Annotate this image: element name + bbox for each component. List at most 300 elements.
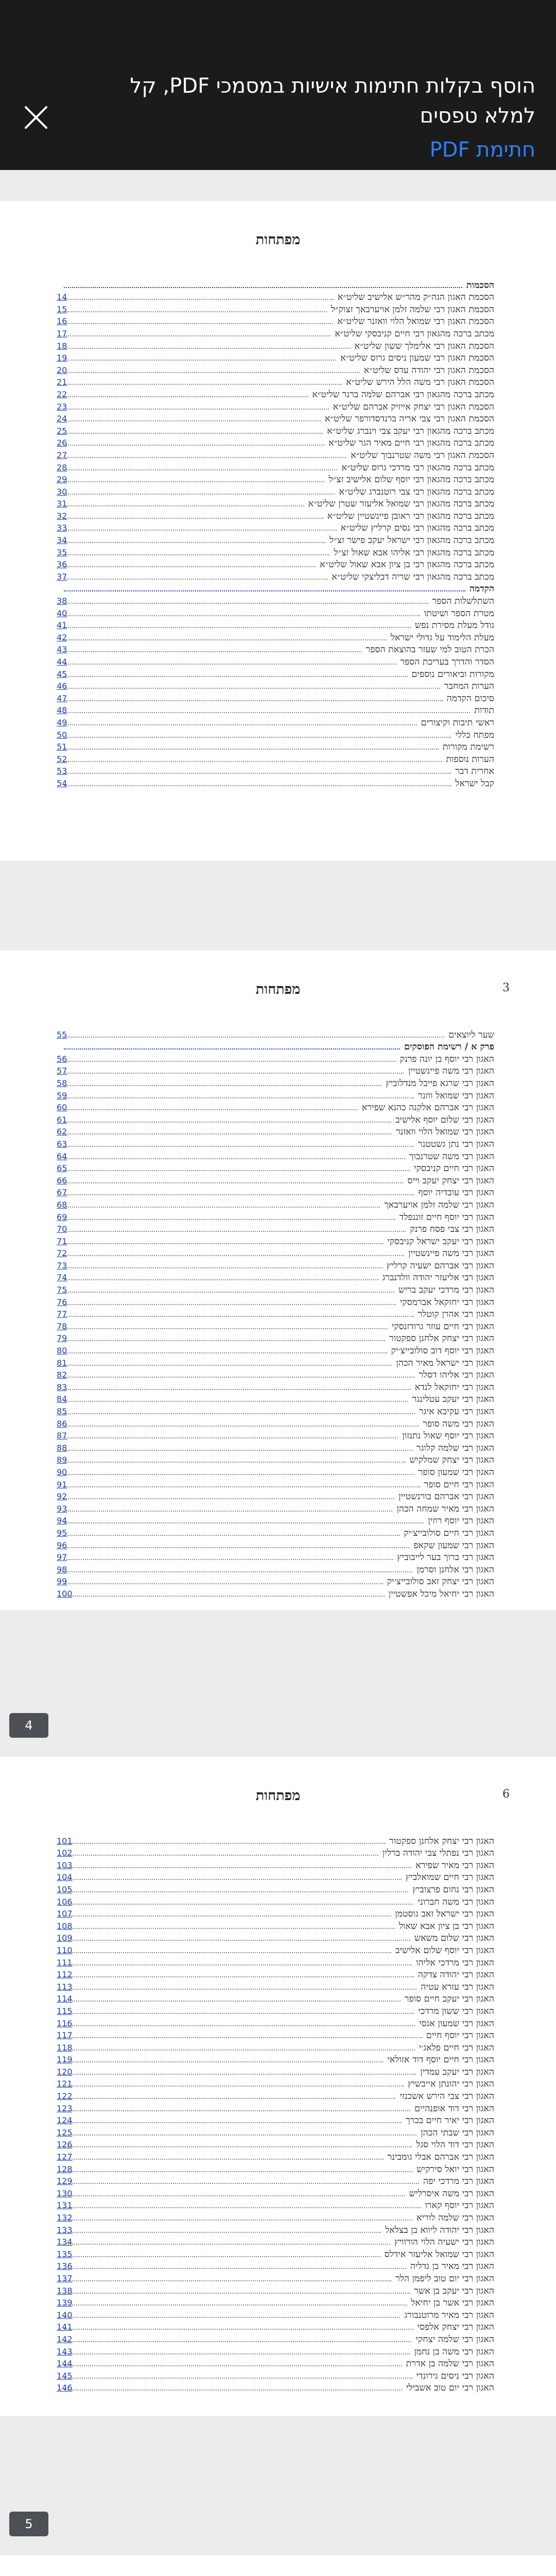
toc-entry[interactable]	[57, 2150, 494, 2163]
toc-page-link[interactable]: 45	[57, 669, 67, 679]
toc-page-link[interactable]: 131	[57, 2200, 73, 2211]
toc-leader-dots	[64, 1097, 414, 1098]
toc-page-link[interactable]: 31	[57, 499, 67, 509]
toc-leader-dots	[64, 1182, 403, 1183]
toc-section-heading[interactable]	[62, 278, 494, 291]
toc-entry[interactable]	[57, 606, 494, 619]
toc-page-link[interactable]: 30	[57, 486, 67, 497]
toc-page-link[interactable]: 90	[57, 1467, 67, 1477]
toc-page-link[interactable]: 60	[57, 1103, 67, 1113]
toc-entry[interactable]	[57, 1907, 494, 1920]
toc-entry[interactable]	[57, 1956, 494, 1968]
toc-page-link[interactable]: 130	[57, 2188, 73, 2198]
toc-page-link[interactable]: 81	[57, 1358, 67, 1368]
toc-page-link[interactable]: 66	[57, 1175, 67, 1185]
toc-entry[interactable]	[57, 1319, 494, 1332]
toc-entry-title: הקדמה	[469, 584, 494, 595]
toc-page-link[interactable]: 48	[57, 705, 67, 716]
toc-entry[interactable]	[57, 2332, 494, 2345]
toc-entry[interactable]	[57, 2247, 494, 2260]
toc-entry[interactable]	[57, 2235, 494, 2248]
toc-page-link[interactable]: 70	[57, 1224, 67, 1234]
toc-page-link[interactable]: 132	[57, 2213, 73, 2223]
toc-page-link[interactable]: 23	[57, 401, 67, 412]
toc-entry[interactable]	[57, 2211, 494, 2223]
toc-page-link[interactable]: 41	[57, 620, 67, 631]
toc-page-link[interactable]: 103	[57, 1860, 73, 1870]
toc-entry[interactable]	[57, 1895, 494, 1907]
toc-entry[interactable]	[57, 1101, 494, 1113]
toc-page-link[interactable]: 97	[57, 1552, 67, 1563]
toc-entry-title: האגון רבי אברהם ישעיה קרליץ	[386, 1260, 494, 1271]
toc-entry[interactable]	[57, 376, 494, 388]
toc-page-link[interactable]: 86	[57, 1418, 67, 1429]
toc-page-link[interactable]: 73	[57, 1260, 67, 1270]
toc-entry-title: האגון רבי שמעון אגסי	[419, 2018, 494, 2029]
toc-leader-dots	[64, 311, 327, 312]
toc-page-link[interactable]: 120	[57, 2066, 73, 2077]
toc-entry[interactable]	[57, 302, 494, 315]
toc-entry[interactable]	[57, 1356, 494, 1368]
toc-page-link[interactable]: 89	[57, 1455, 67, 1465]
toc-entry[interactable]	[57, 412, 494, 425]
toc-entry[interactable]	[57, 2345, 494, 2357]
toc-entry[interactable]	[57, 765, 494, 777]
toc-entry[interactable]	[57, 2308, 494, 2320]
toc-page-link[interactable]: 49	[57, 717, 67, 727]
toc-page-link[interactable]: 57	[57, 1066, 67, 1076]
toc-page-link[interactable]: 94	[57, 1516, 67, 1526]
toc-page-link[interactable]: 113	[57, 1981, 73, 1992]
toc-entry[interactable]	[57, 1308, 494, 1320]
toc-page-link[interactable]: 14	[57, 292, 67, 302]
toc-page-link[interactable]: 61	[57, 1114, 67, 1125]
toc-leader-dots	[64, 566, 316, 567]
toc-entry[interactable]	[57, 1393, 494, 1405]
toc-entry[interactable]	[57, 1478, 494, 1490]
toc-page-link[interactable]: 35	[57, 547, 67, 557]
toc-page-link[interactable]: 108	[57, 1921, 73, 1931]
toc-entry[interactable]	[57, 1858, 494, 1871]
toc-page-link[interactable]: 28	[57, 462, 67, 472]
toc-page-link[interactable]: 141	[57, 2322, 73, 2332]
toc-leader-dots	[64, 1036, 444, 1038]
toc-entry[interactable]	[57, 473, 494, 485]
toc-entry[interactable]	[57, 1149, 494, 1162]
toc-section-heading[interactable]	[62, 582, 494, 595]
toc-entry[interactable]	[57, 1587, 494, 1599]
toc-page-link[interactable]: 144	[57, 2359, 73, 2369]
toc-entry-title: האגון רבי בן ציון אבא שאול	[398, 1921, 494, 1931]
toc-entry[interactable]	[57, 2369, 494, 2381]
toc-entry[interactable]	[57, 424, 494, 436]
toc-page-link[interactable]: 80	[57, 1346, 67, 1356]
toc-entry[interactable]	[57, 1186, 494, 1198]
pdf-signature-link[interactable]: חתימת PDF	[429, 138, 535, 162]
toc-leader-dots	[64, 1867, 411, 1868]
toc-page-link[interactable]: 75	[57, 1285, 67, 1295]
toc-leader-dots	[64, 2049, 415, 2050]
toc-entry-title: האגון רבי שמעון סופר	[418, 1467, 494, 1478]
toc-page-link[interactable]: 56	[57, 1054, 67, 1064]
toc-entry[interactable]	[57, 680, 494, 692]
toc-entry[interactable]	[57, 1234, 494, 1247]
toc-page-link[interactable]: 34	[57, 535, 67, 546]
toc-page-link[interactable]: 26	[57, 438, 67, 448]
toc-entry[interactable]	[57, 363, 494, 376]
toc-entry[interactable]	[57, 387, 494, 400]
toc-page-link[interactable]: 133	[57, 2225, 73, 2235]
toc-entry[interactable]	[57, 485, 494, 497]
toc-page-link[interactable]: 92	[57, 1492, 67, 1502]
toc-entry[interactable]	[57, 1429, 494, 1442]
toc-leader-dots	[64, 2280, 391, 2281]
toc-entry[interactable]	[57, 2357, 494, 2369]
toc-page-link[interactable]: 50	[57, 730, 67, 740]
toc-entry[interactable]	[57, 1404, 494, 1417]
toc-page-link[interactable]: 140	[57, 2310, 73, 2320]
toc-entry-title: האגון רבי חיים פלאג׳י	[419, 2042, 494, 2053]
toc-page-link[interactable]: 18	[57, 341, 67, 351]
toc-entry[interactable]	[57, 2187, 494, 2199]
toc-entry[interactable]	[57, 752, 494, 765]
toc-page-link[interactable]: 52	[57, 754, 67, 764]
toc-entry[interactable]	[57, 2089, 494, 2102]
toc-entry[interactable]	[57, 2004, 494, 2016]
toc-page-link[interactable]: 76	[57, 1297, 67, 1307]
toc-entry[interactable]	[57, 1162, 494, 1174]
toc-entry[interactable]	[57, 1125, 494, 1138]
toc-page-link[interactable]: 99	[57, 1577, 67, 1587]
toc-entry[interactable]	[57, 1441, 494, 1453]
toc-entry[interactable]	[57, 2284, 494, 2296]
toc-entry[interactable]	[57, 1283, 494, 1296]
toc-page-link[interactable]: 119	[57, 2055, 73, 2065]
toc-page-link[interactable]: 143	[57, 2346, 73, 2357]
toc-page-link[interactable]: 42	[57, 632, 67, 642]
toc-entry[interactable]	[57, 2320, 494, 2333]
toc-entry[interactable]	[57, 1931, 494, 1944]
toc-page-link[interactable]: 59	[57, 1090, 67, 1100]
toc-page-link[interactable]: 27	[57, 450, 67, 460]
toc-leader-dots	[64, 687, 440, 689]
toc-entry[interactable]	[57, 436, 494, 449]
toc-entry[interactable]	[57, 1344, 494, 1357]
toc-entry[interactable]	[57, 1575, 494, 1587]
toc-entry[interactable]	[57, 1453, 494, 1466]
toc-entry[interactable]	[57, 461, 494, 473]
toc-entry[interactable]	[57, 2016, 494, 2029]
toc-entry[interactable]	[57, 2381, 494, 2394]
toc-entry[interactable]	[57, 1514, 494, 1527]
toc-entry[interactable]	[57, 655, 494, 667]
toc-entry[interactable]	[57, 1417, 494, 1429]
toc-page-link[interactable]: 109	[57, 1933, 73, 1943]
toc-page-link[interactable]: 111	[57, 1957, 73, 1968]
toc-entry[interactable]	[57, 2199, 494, 2211]
toc-entry[interactable]	[57, 546, 494, 558]
toc-entry[interactable]	[57, 2065, 494, 2077]
toc-entry[interactable]	[57, 2029, 494, 2041]
toc-page-link[interactable]: 24	[57, 414, 67, 424]
toc-entry[interactable]	[57, 339, 494, 351]
toc-page-link[interactable]: 116	[57, 2018, 73, 2028]
toc-entry[interactable]	[57, 327, 494, 339]
toc-page-link[interactable]: 29	[57, 474, 67, 485]
toc-page-link[interactable]: 104	[57, 1872, 73, 1883]
toc-leader-dots	[64, 1915, 391, 1917]
toc-entry[interactable]	[57, 1076, 494, 1089]
toc-entry-title: השתלשלות הספר	[432, 596, 494, 607]
toc-entry[interactable]	[57, 1943, 494, 1956]
toc-entry[interactable]	[57, 1137, 494, 1149]
toc-entry[interactable]	[57, 2223, 494, 2235]
toc-entry[interactable]	[57, 1368, 494, 1381]
toc-page-link[interactable]: 88	[57, 1443, 67, 1453]
toc-page-link[interactable]: 51	[57, 742, 67, 752]
toc-page-link[interactable]: 17	[57, 328, 67, 338]
toc-entry[interactable]	[57, 1846, 494, 1859]
toc-page-link[interactable]: 126	[57, 2140, 73, 2150]
toc-page-link[interactable]: 83	[57, 1382, 67, 1392]
close-icon[interactable]	[22, 103, 50, 132]
toc-entry[interactable]	[57, 2126, 494, 2138]
toc-entry[interactable]	[57, 1332, 494, 1344]
toc-entry[interactable]	[57, 2175, 494, 2187]
toc-entry[interactable]	[57, 1380, 494, 1393]
toc-page-link[interactable]: 117	[57, 2030, 73, 2041]
toc-entry[interactable]	[57, 1259, 494, 1271]
toc-page-link[interactable]: 145	[57, 2370, 73, 2381]
toc-entry[interactable]	[57, 1992, 494, 2005]
toc-entry[interactable]	[57, 558, 494, 570]
toc-entry[interactable]	[57, 1052, 494, 1064]
toc-page-link[interactable]: 16	[57, 316, 67, 327]
toc-page-link[interactable]: 47	[57, 693, 67, 703]
toc-page-link[interactable]: 36	[57, 560, 67, 570]
toc-page-link[interactable]: 136	[57, 2261, 73, 2272]
toc-page-link[interactable]: 46	[57, 681, 67, 691]
toc-page-link[interactable]: 38	[57, 596, 67, 606]
toc-page-link[interactable]: 78	[57, 1321, 67, 1331]
toc-entry[interactable]	[57, 351, 494, 364]
toc-page-link[interactable]: 79	[57, 1333, 67, 1344]
toc-entry[interactable]	[57, 1834, 494, 1846]
toc-page-link[interactable]: 125	[57, 2127, 73, 2138]
toc-entry[interactable]	[57, 448, 494, 461]
toc-entry[interactable]	[57, 2102, 494, 2114]
toc-page-link[interactable]: 93	[57, 1503, 67, 1514]
toc-page-link[interactable]: 37	[57, 571, 67, 582]
toc-entry[interactable]	[57, 315, 494, 327]
toc-entry[interactable]	[57, 2114, 494, 2126]
toc-page-link[interactable]: 62	[57, 1127, 67, 1137]
toc-entry-title: האגון רבי יאיר חיים בכרך	[405, 2115, 494, 2126]
toc-page-link[interactable]: 19	[57, 353, 67, 363]
toc-page-link[interactable]: 40	[57, 608, 67, 618]
toc-entry[interactable]	[57, 1968, 494, 1980]
toc-entry[interactable]	[57, 291, 494, 303]
toc-entry[interactable]	[57, 1223, 494, 1235]
toc-page-link[interactable]: 32	[57, 511, 67, 521]
toc-entry-title: האגון רבי משה פיינשטיין	[408, 1066, 494, 1077]
toc-page-link[interactable]: 122	[57, 2091, 73, 2102]
toc-entry[interactable]	[57, 728, 494, 740]
toc-page-link[interactable]: 124	[57, 2115, 73, 2126]
toc-page-link[interactable]: 129	[57, 2176, 73, 2187]
toc-leader-dots	[64, 408, 329, 410]
page-badge[interactable]: 4	[9, 1713, 48, 1738]
toc-entry[interactable]	[57, 1064, 494, 1077]
toc-entry[interactable]	[57, 691, 494, 704]
toc-page-link[interactable]: 82	[57, 1370, 67, 1380]
toc-entry[interactable]	[57, 594, 494, 607]
toc-entry-title: האגון רבי משה איסרליש	[409, 2188, 494, 2199]
toc-entry[interactable]	[57, 2138, 494, 2150]
toc-page-link[interactable]: 100	[57, 1588, 73, 1599]
toc-page-link[interactable]: 69	[57, 1212, 67, 1222]
toc-page-link[interactable]: 64	[57, 1151, 67, 1161]
toc-entry[interactable]	[57, 2041, 494, 2053]
toc-entry[interactable]	[57, 2162, 494, 2175]
toc-entry[interactable]	[57, 1883, 494, 1895]
toc-page-link[interactable]: 134	[57, 2237, 73, 2247]
toc-page-link[interactable]: 127	[57, 2152, 73, 2162]
toc-leader-dots	[64, 1964, 412, 1965]
toc-page-link[interactable]: 115	[57, 2006, 73, 2016]
toc-leader-dots	[64, 2243, 390, 2245]
toc-entry[interactable]	[57, 716, 494, 728]
toc-entry[interactable]	[57, 1271, 494, 1283]
toc-entry[interactable]	[57, 1980, 494, 1992]
toc-page-link[interactable]: 43	[57, 645, 67, 655]
toc-entry[interactable]	[57, 1465, 494, 1478]
toc-entry-title: מכתב ברכה מהגאון רבי אליהו אבא שאול זצ״ל	[334, 547, 494, 558]
toc-entry[interactable]	[57, 2260, 494, 2272]
toc-leader-dots	[64, 2316, 400, 2318]
toc-page-link[interactable]: 135	[57, 2249, 73, 2259]
toc-entry-title: הערות המחבר	[444, 681, 494, 692]
toc-entry[interactable]	[57, 704, 494, 716]
toc-page-link[interactable]: 102	[57, 1848, 73, 1858]
toc-page-link[interactable]: 22	[57, 389, 67, 399]
toc-entry[interactable]	[57, 509, 494, 521]
toc-page-link[interactable]: 101	[57, 1836, 73, 1846]
toc-entry[interactable]	[57, 1526, 494, 1538]
toc-entry[interactable]	[57, 740, 494, 753]
toc-entry[interactable]	[57, 1247, 494, 1259]
toc-page-link[interactable]: 53	[57, 766, 67, 776]
toc-page-link[interactable]: 112	[57, 1970, 73, 1980]
toc-page-link[interactable]: 15	[57, 304, 67, 314]
toc-page-link[interactable]: 74	[57, 1273, 67, 1283]
toc-page-link[interactable]: 138	[57, 2285, 73, 2296]
toc-entry[interactable]	[57, 776, 494, 789]
toc-entry[interactable]	[57, 1113, 494, 1125]
toc-page-link[interactable]: 107	[57, 1909, 73, 1919]
toc-page-link[interactable]: 142	[57, 2334, 73, 2344]
toc-page-link[interactable]: 68	[57, 1199, 67, 1210]
toc-entry[interactable]	[57, 497, 494, 510]
toc-entry[interactable]	[57, 1028, 494, 1040]
toc-page-link[interactable]: 25	[57, 426, 67, 436]
toc-entry[interactable]	[57, 619, 494, 631]
toc-page-link[interactable]: 65	[57, 1163, 67, 1174]
toc-entry[interactable]	[57, 521, 494, 534]
toc-entry[interactable]	[57, 643, 494, 655]
toc-page-link[interactable]: 87	[57, 1431, 67, 1441]
toc-page-link[interactable]: 58	[57, 1078, 67, 1088]
toc-entry[interactable]	[57, 1210, 494, 1223]
toc-entry[interactable]	[57, 1551, 494, 1563]
toc-page-link[interactable]: 44	[57, 657, 67, 667]
toc-entry[interactable]	[57, 2296, 494, 2309]
toc-page-link[interactable]: 77	[57, 1309, 67, 1319]
toc-page-link[interactable]: 139	[57, 2298, 73, 2308]
toc-entry[interactable]	[57, 1563, 494, 1575]
toc-entry[interactable]	[57, 400, 494, 412]
toc-page-link[interactable]: 55	[57, 1029, 67, 1040]
toc-entry[interactable]	[57, 1502, 494, 1514]
toc-page-link[interactable]: 121	[57, 2079, 73, 2089]
toc-page-link[interactable]: 106	[57, 1896, 73, 1907]
toc-entry[interactable]	[57, 1089, 494, 1101]
toc-page-link[interactable]: 123	[57, 2103, 73, 2113]
toc-page-link[interactable]: 91	[57, 1479, 67, 1489]
page-badge[interactable]: 5	[9, 2512, 48, 2536]
toc-entry[interactable]	[57, 1538, 494, 1551]
toc-page-link[interactable]: 63	[57, 1139, 67, 1149]
toc-page-link[interactable]: 114	[57, 1994, 73, 2004]
toc-page-link[interactable]: 54	[57, 778, 67, 788]
toc-entry[interactable]	[57, 533, 494, 546]
toc-entry[interactable]	[57, 570, 494, 582]
toc-entry[interactable]	[57, 1174, 494, 1186]
toc-page-link[interactable]: 21	[57, 377, 67, 387]
toc-entry-title: האגון רבי חיים סולובייצ׳יק	[404, 1528, 494, 1538]
toc-page-link[interactable]: 137	[57, 2273, 73, 2283]
toc-page-link[interactable]: 128	[57, 2164, 73, 2174]
toc-entry[interactable]	[57, 631, 494, 643]
toc-page-link[interactable]: 72	[57, 1248, 67, 1259]
toc-page-link[interactable]: 110	[57, 1945, 73, 1955]
toc-page-link[interactable]: 95	[57, 1528, 67, 1538]
toc-page-link[interactable]: 84	[57, 1394, 67, 1404]
toc-section-heading[interactable]	[62, 1040, 494, 1053]
toc-entry[interactable]	[57, 2272, 494, 2284]
toc-page-link[interactable]: 71	[57, 1236, 67, 1246]
toc-page-link[interactable]: 98	[57, 1564, 67, 1574]
toc-leader-dots	[64, 1903, 413, 1905]
toc-page-link[interactable]: 105	[57, 1884, 73, 1894]
toc-page-link[interactable]: 85	[57, 1406, 67, 1416]
toc-entry[interactable]	[57, 1871, 494, 1883]
toc-page-link[interactable]: 20	[57, 365, 67, 375]
toc-entry[interactable]	[57, 1295, 494, 1308]
toc-entry[interactable]	[57, 1490, 494, 1502]
toc-page-link[interactable]: 67	[57, 1188, 67, 1198]
toc-page-link[interactable]: 96	[57, 1540, 67, 1550]
toc-page-link[interactable]: 146	[57, 2383, 73, 2393]
toc-page-link[interactable]: 33	[57, 523, 67, 533]
toc-entry-title: האגון רבי יוסף חיים	[426, 2030, 494, 2041]
toc-entry[interactable]	[57, 2053, 494, 2065]
toc-entry[interactable]	[57, 2077, 494, 2090]
toc-entry[interactable]	[57, 1198, 494, 1210]
toc-page-link[interactable]: 118	[57, 2042, 73, 2053]
toc-entry[interactable]	[57, 1919, 494, 1931]
toc-entry[interactable]	[57, 667, 494, 680]
